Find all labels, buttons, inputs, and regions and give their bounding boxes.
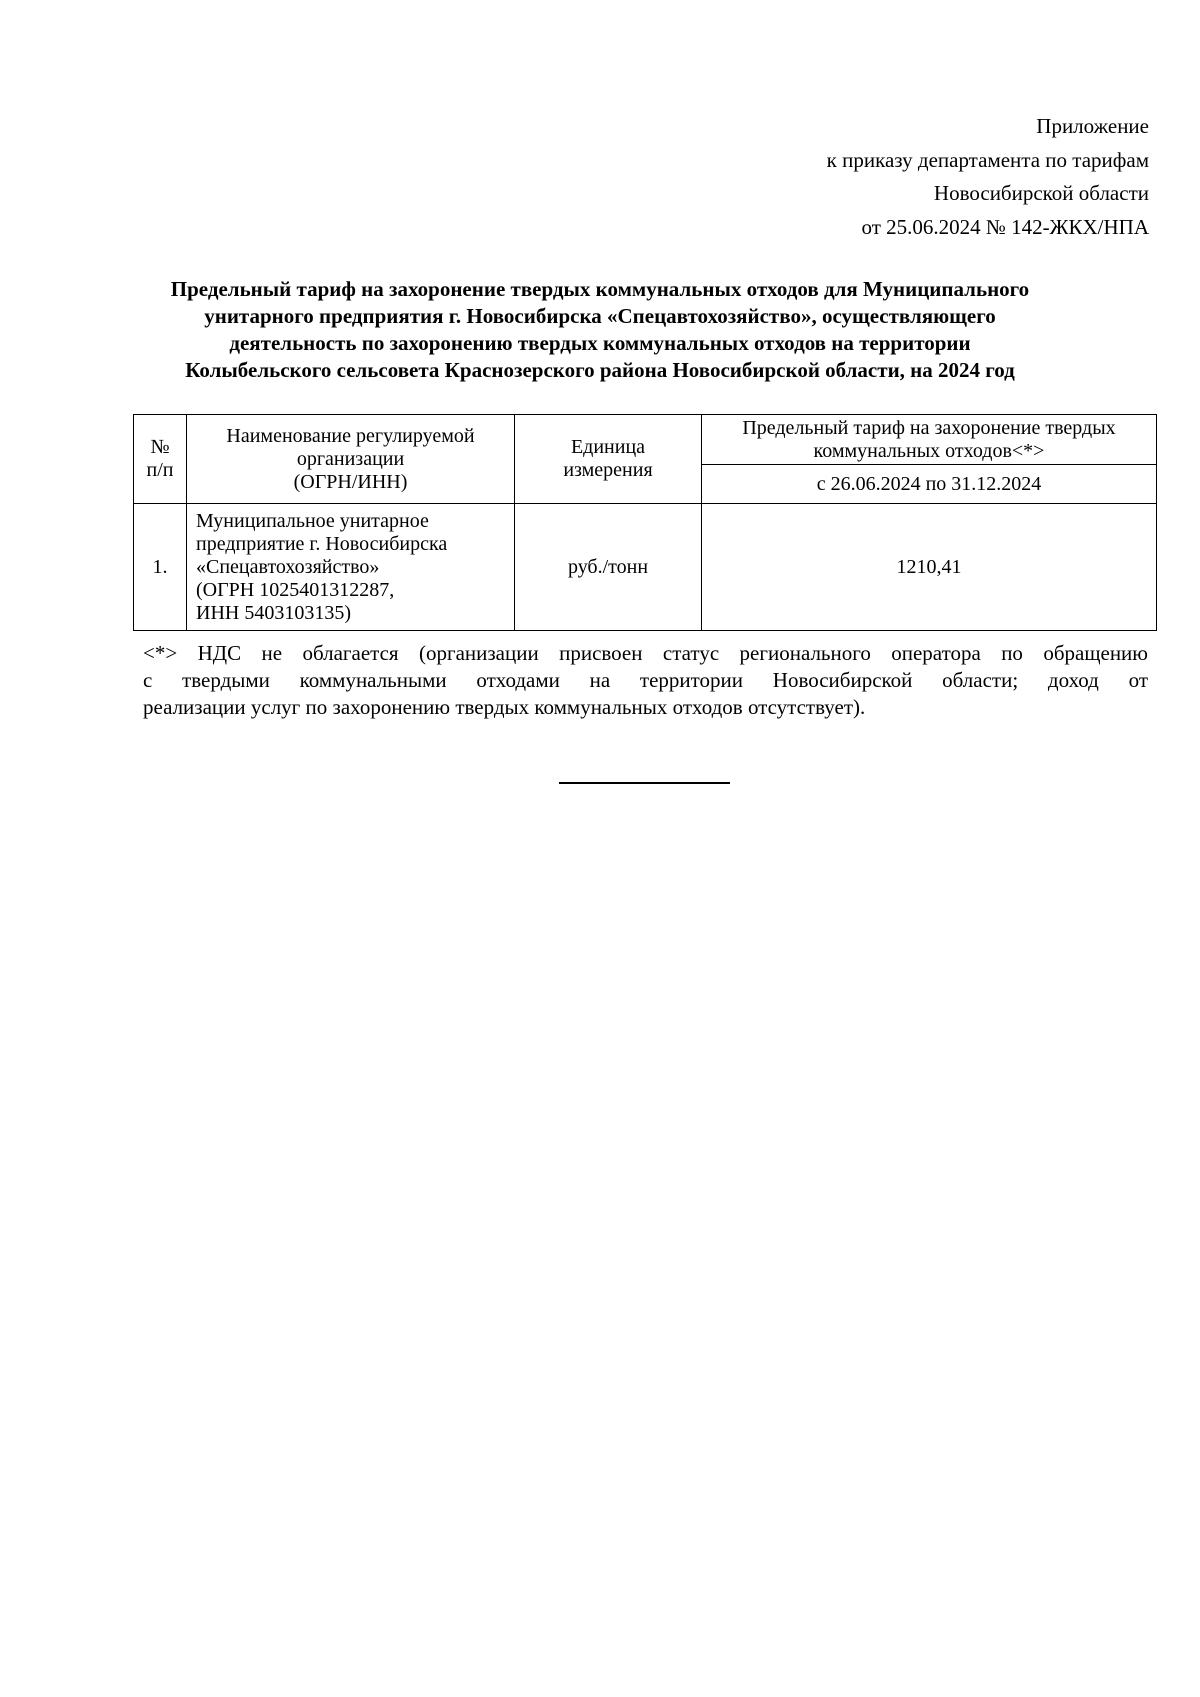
document-title bbox=[130, 276, 1070, 384]
header-num-abbr: п/п bbox=[146, 459, 174, 481]
header-org-line-2: организации bbox=[296, 447, 405, 470]
row-org-line-4: (ОГРН 1025401312287, bbox=[196, 578, 395, 601]
title-line-2: унитарного предприятия г. Новосибирска «Спецавтохозяйство», осуществляющего bbox=[204, 304, 996, 328]
header-organization bbox=[187, 415, 515, 504]
row-org-line-5: ИНН 5403103135) bbox=[196, 601, 351, 624]
header-org-line-1: Наименование регулируемой bbox=[226, 424, 475, 447]
footnote bbox=[143, 640, 1148, 721]
header-org-line-3: (ОГРН/ИНН) bbox=[293, 470, 408, 493]
title-line-1: Предельный тариф на захоронение твердых коммунальных отходов для Муниципального bbox=[170, 277, 1030, 301]
row-org-line-1: Муниципальное унитарное bbox=[196, 509, 429, 532]
title-line-4: Колыбельского сельсовета Краснозерского района Новосибирской области, на 2024 год bbox=[185, 358, 1015, 382]
header-num bbox=[134, 415, 187, 504]
header-tariff bbox=[702, 415, 1157, 465]
header-unit-line-1: Единица bbox=[570, 436, 646, 458]
footnote-line-1: <*> НДС не облагается (организации присвоен статус регионального оператора по обращению bbox=[143, 641, 1148, 665]
header-num-symbol: № bbox=[150, 436, 170, 458]
title-line-3: деятельность по захоронению твердых коммунальных отходов на территории bbox=[229, 331, 971, 355]
header-tariff-line-1: Предельный тариф на захоронение твердых bbox=[742, 416, 1116, 439]
footnote-line-3: реализации услуг по захоронению твердых коммунальных отходов отсутствует). bbox=[143, 695, 866, 719]
closing-rule bbox=[559, 782, 730, 784]
appendix-order-date-number: от 25.06.2024 № 142-ЖКХ/НПА bbox=[861, 214, 1149, 239]
row-org-line-2: предприятие г. Новосибирска bbox=[196, 532, 448, 555]
row-org-line-3: «Спецавтохозяйство» bbox=[196, 555, 380, 578]
row-organization bbox=[187, 504, 515, 631]
table-row bbox=[134, 504, 1157, 631]
header-period: с 26.06.2024 по 31.12.2024 bbox=[702, 465, 1157, 504]
appendix-region: Новосибирской области bbox=[933, 181, 1149, 205]
header-unit-line-2: измерения bbox=[563, 459, 653, 481]
row-unit: руб./тонн bbox=[515, 504, 702, 631]
tariff-table bbox=[133, 414, 1157, 631]
header-tariff-line-2: коммунальных отходов<*> bbox=[813, 439, 1045, 462]
appendix-label: Приложение bbox=[1036, 114, 1149, 138]
footnote-line-2: с твердыми коммунальными отходами на территории Новосибирской области; доход от bbox=[143, 668, 1148, 692]
table-header-row bbox=[134, 415, 1157, 465]
appendix-header bbox=[827, 110, 1149, 244]
row-tariff-value: 1210,41 bbox=[702, 504, 1157, 631]
row-num: 1. bbox=[134, 504, 187, 631]
header-unit bbox=[515, 415, 702, 504]
appendix-order-ref: к приказу департамента по тарифам bbox=[826, 147, 1149, 172]
